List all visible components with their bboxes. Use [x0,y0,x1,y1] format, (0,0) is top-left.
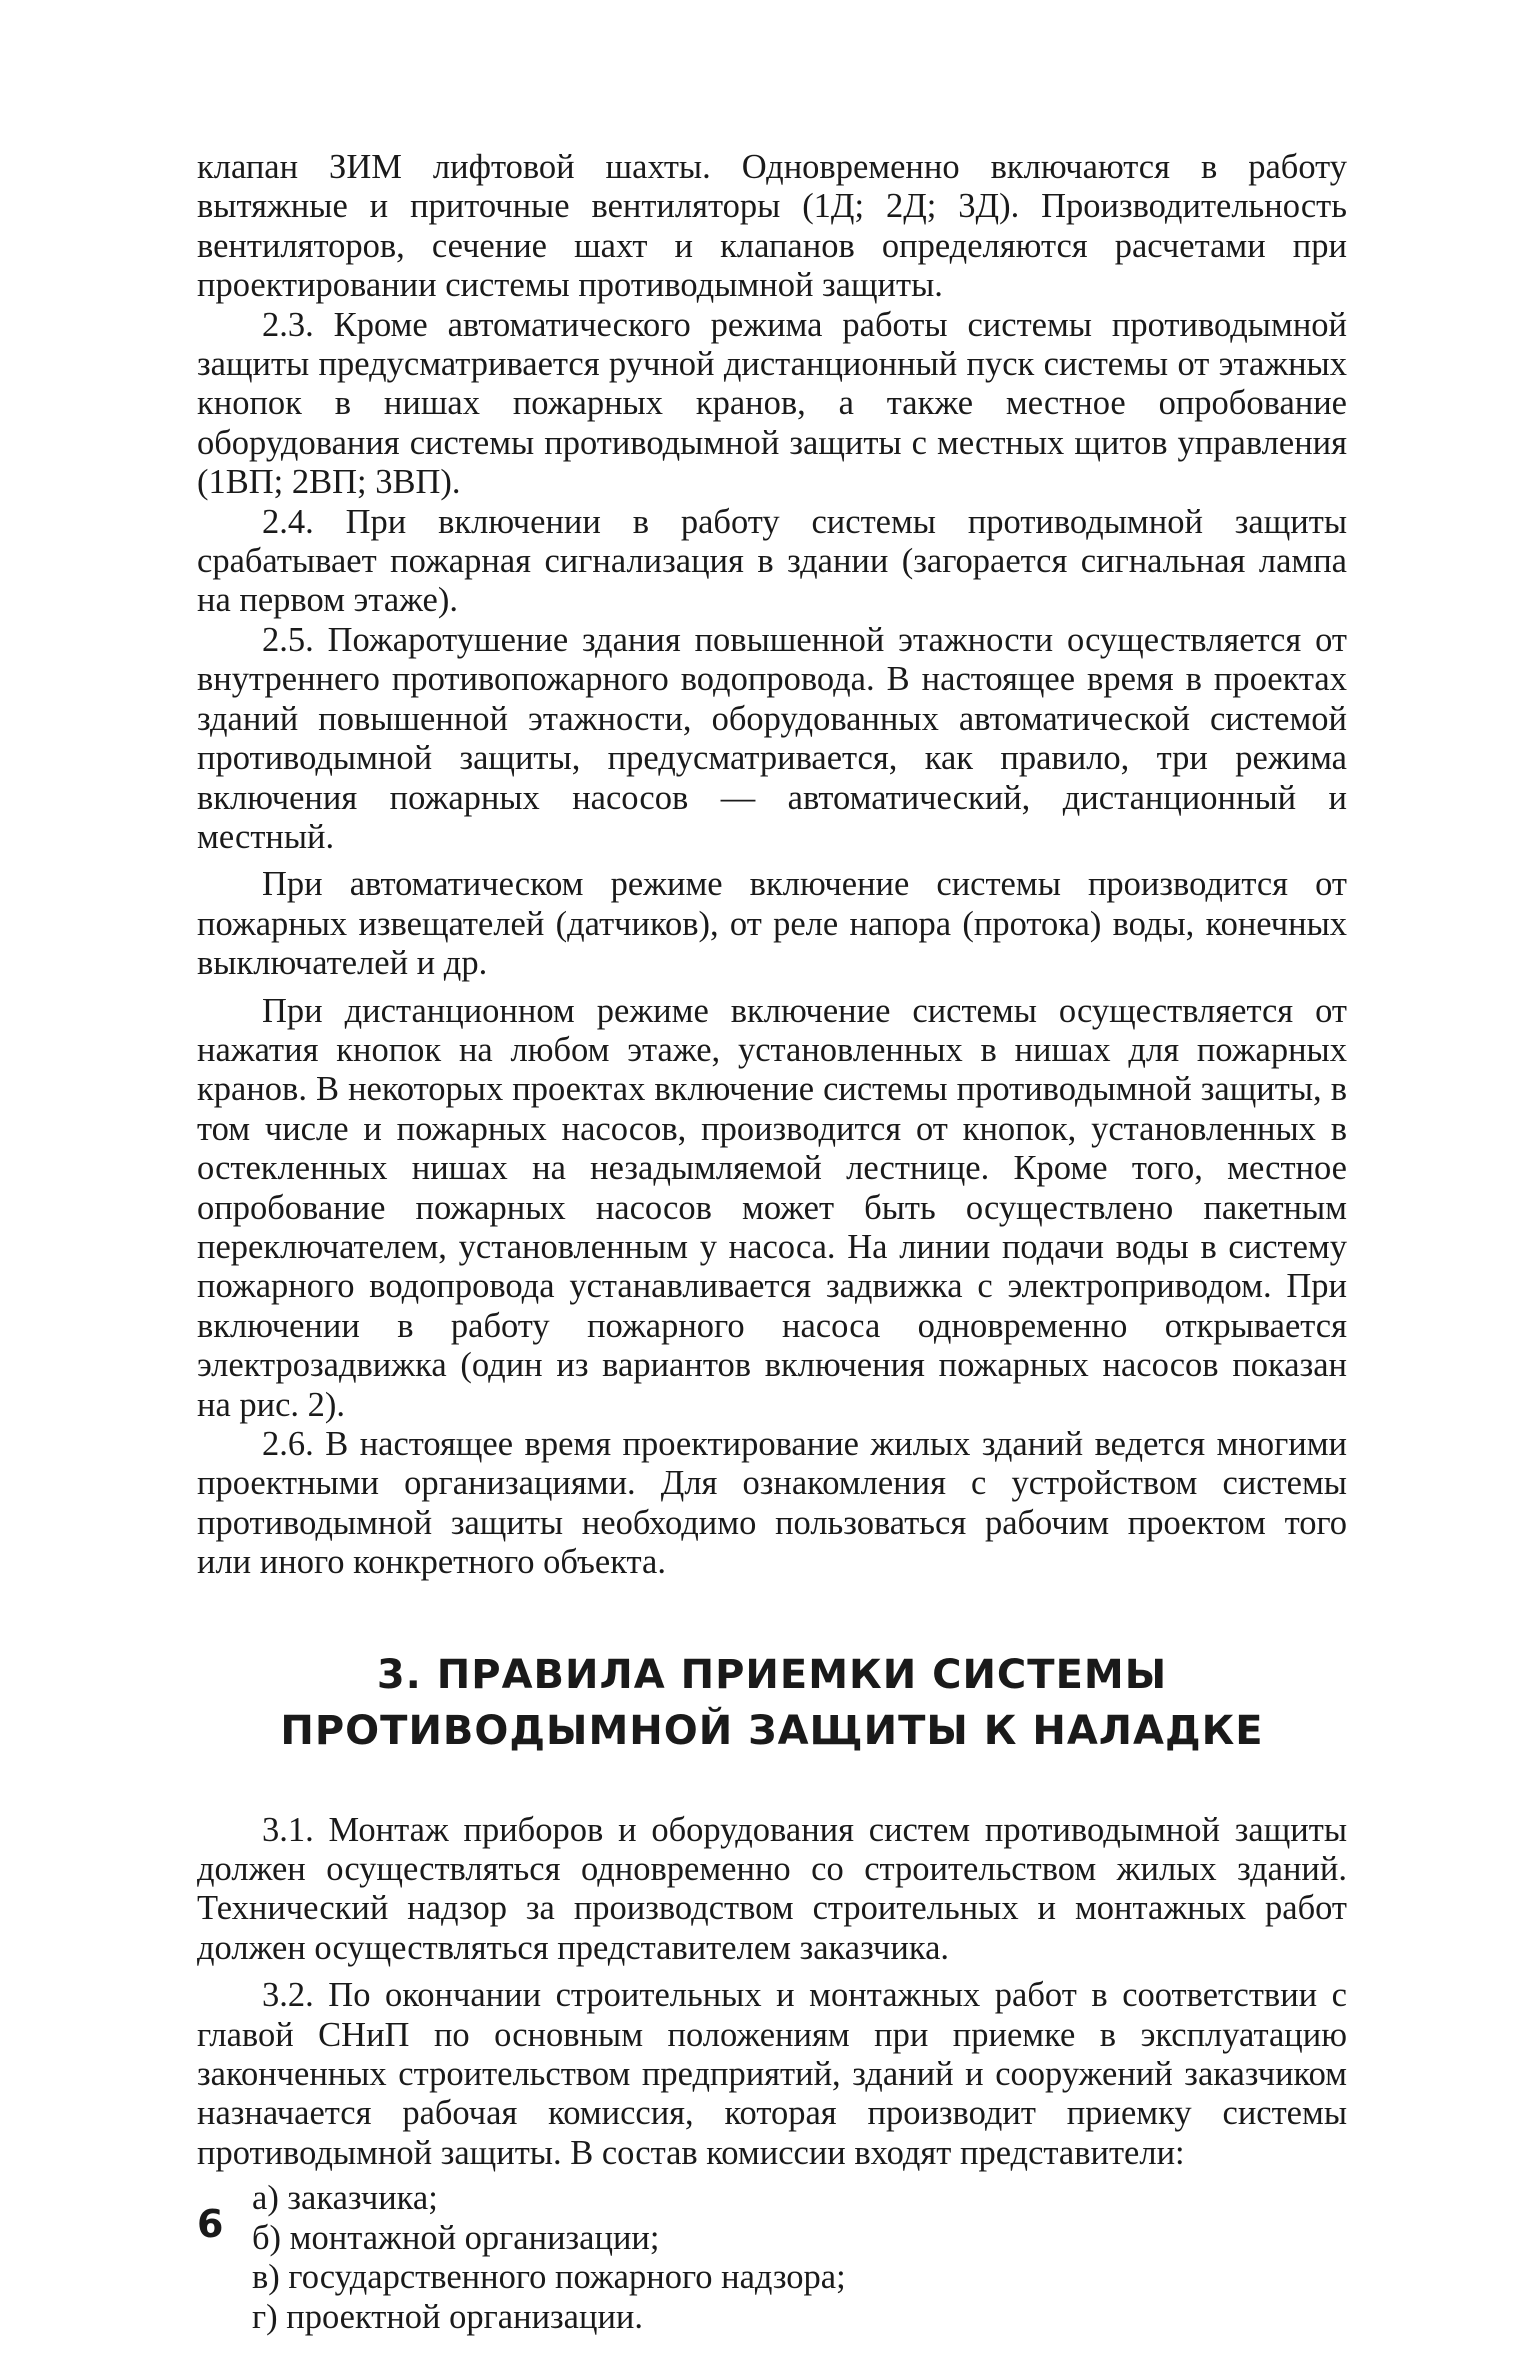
list-item: в) государственного пожарного надзора; [252,2258,846,2297]
paragraph-3-1: 3.1. Монтаж приборов и оборудования систем противодымной защиты должен осуществляться одновременно со строительством жилых зданий. Технический надзор за производством строительных и монтажных работ должен осуществляться представителем заказчика. [197,1810,1347,1967]
section-title-line-1: 3. ПРАВИЛА ПРИЕМКИ СИСТЕМЫ [376,1651,1168,1698]
page-number: 6 [197,2202,224,2246]
paragraph-2-3: 2.3. Кроме автоматического режима работы системы противодымной защиты предусматривается ручной дистанционный пуск системы от этажных кнопок в нишах пожарных кранов, а также местное опробование оборудования системы противодымной защиты с местных щитов управления (1ВП; 2ВП; 3ВП). [197,305,1347,502]
section-3-title [197,1647,1347,1759]
paragraph-2-6: 2.6. В настоящее время проектирование жилых зданий ведется многими проектными организациями. Для ознакомления с устройством системы противодымной защиты необходимо пользоваться рабочим проектом того или иного конкретного объекта. [197,1425,1347,1582]
list-item: г) проектной организации. [252,2297,643,2336]
section-title-line-2: ПРОТИВОДЫМНОЙ ЗАЩИТЫ К НАЛАДКЕ [280,1707,1264,1754]
paragraph-automatic-mode: При автоматическом режиме включение системы производится от пожарных извещателей (датчиков), от реле напора (протока) воды, конечных выключателей и др. [197,865,1347,983]
body-text [197,148,1347,2337]
commission-members-list [197,2179,1347,2337]
paragraph-2-4: 2.4. При включении в работу системы противодымной защиты срабатывает пожарная сигнализация в здании (загорается сигнальная лампа на первом этаже). [197,502,1347,620]
paragraph-3-2: 3.2. По окончании строительных и монтажных работ в соответствии с главой СНиП по основным положениям при приемке в эксплуатацию законченных строительством предприятий, зданий и сооружений заказчиком назначается рабочая комиссия, которая производит приемку системы противодымной защиты. В состав комиссии входят представители: [197,1976,1347,2172]
list-item: б) монтажной организации; [252,2218,660,2257]
paragraph-continuation-zim: клапан ЗИМ лифтовой шахты. Одновременно включаются в работу вытяжные и приточные вентиляторы (1Д; 2Д; 3Д). Производительность вентиляторов, сечение шахт и клапанов определяются расчетами при проектировании системы противодымной защиты. [197,148,1347,305]
paragraph-remote-mode: При дистанционном режиме включение системы осуществляется от нажатия кнопок на любом этаже, установленных в нишах для пожарных кранов. В некоторых проектах включение системы противодымной защиты, в том числе и пожарных насосов, производится от кнопок, установленных в остекленных нишах на незадымляемой лестнице. Кроме того, местное опробование пожарных насосов может быть осуществлено пакетным переключателем, установленным у насоса. На линии подачи воды в систему пожарного водопровода устанавливается задвижка с электроприводом. При включении в работу пожарного насоса одновременно открывается электрозадвижка (один из вариантов включения пожарных насосов показан на рис. 2). [197,991,1347,1424]
paragraph-2-5: 2.5. Пожаротушение здания повышенной этажности осуществляется от внутреннего противопожарного водопровода. В настоящее время в проектах зданий повышенной этажности, оборудованных автоматической системой противодымной защиты, предусматривается, как правило, три режима включения пожарных насосов — автоматический, дистанционный и местный. [197,620,1347,856]
list-item: а) заказчика; [252,2179,438,2218]
